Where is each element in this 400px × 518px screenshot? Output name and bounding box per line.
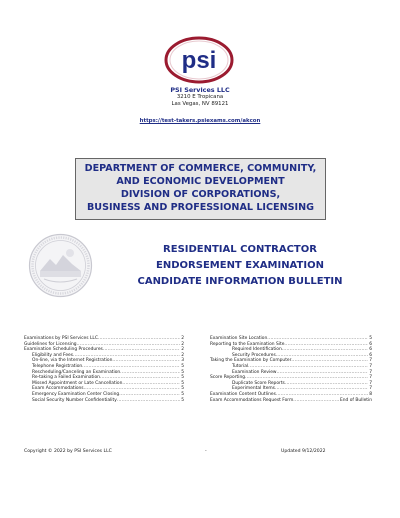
toc-entry-page: End of Bulletin — [339, 397, 372, 403]
toc-entry-page: 5 — [369, 336, 372, 341]
department-line: AND ECONOMIC DEVELOPMENT — [116, 176, 285, 187]
toc-entry-page: 7 — [369, 380, 372, 386]
table-of-contents-left — [24, 336, 184, 403]
toc-entry-title: Telephone Registration — [32, 363, 83, 369]
toc-entry-page: 6 — [369, 352, 372, 358]
toc-entry-page: 5 — [181, 386, 184, 392]
toc-entry-title: Exam Accommodations Request Form — [210, 397, 294, 403]
toc-entry-title: Emergency Examination Center Closing — [32, 391, 120, 397]
toc-entry-page: 2 — [181, 341, 184, 347]
footer-separator: - — [205, 449, 207, 454]
toc-entry-page: 8 — [369, 391, 372, 397]
psi-logo — [162, 35, 236, 85]
street-address: 3210 E Tropicana — [176, 94, 224, 100]
toc-entry-title: Examination Review — [232, 369, 277, 375]
bulletin-title-line: ENDORSEMENT EXAMINATION — [156, 260, 324, 271]
toc-entry-title: Taking the Examination by Computer — [210, 358, 292, 364]
toc-entry-page: 7 — [369, 363, 372, 369]
toc-entry-title: Examinations by PSI Services LLC — [24, 336, 98, 341]
toc-entry-page: 5 — [181, 363, 184, 369]
alaska-state-seal-icon — [28, 233, 93, 298]
bulletin-title — [120, 242, 360, 290]
toc-entry-page: 5 — [181, 391, 184, 397]
department-line: DEPARTMENT OF COMMERCE, COMMUNITY, — [84, 163, 317, 174]
toc-dot-leader — [117, 398, 180, 404]
toc-entry-page: 7 — [369, 386, 372, 392]
toc-dot-leader — [293, 398, 339, 404]
toc-entry-page: 2 — [181, 352, 184, 358]
toc-entry-title: Score Reporting — [210, 375, 246, 381]
toc-entry-page: 3 — [181, 358, 184, 364]
updated-date: Updated 9/12/2022 — [281, 449, 326, 454]
toc-entry-page: 5 — [181, 375, 184, 381]
toc-entry-title: Re-taking a Failed Examination — [32, 375, 100, 381]
toc-entry-page: 6 — [369, 341, 372, 347]
logo-text: psi — [181, 47, 217, 74]
toc-entry-page: 2 — [181, 336, 184, 341]
candidate-url-link[interactable]: https://test-takers.psiexams.com/akcon — [139, 118, 261, 125]
toc-entry-title: Social Security Number Confidentiality — [32, 397, 117, 403]
table-of-contents-right — [210, 336, 372, 403]
toc-entry[interactable] — [210, 398, 372, 404]
toc-entry-title: Missed Appointment or Late Cancellation — [32, 380, 123, 386]
toc-entry-page: 2 — [181, 347, 184, 353]
toc-entry-title: Required Identification — [232, 347, 282, 353]
copyright-notice: Copyright © 2022 by PSI Services LLC — [24, 449, 112, 454]
toc-entry-title: Security Procedures — [232, 352, 276, 358]
company-name: PSI Services LLC — [170, 86, 230, 94]
toc-entry-title: Guidelines for Licensing — [24, 341, 77, 347]
toc-entry-title: Duplicate Score Reports — [232, 380, 285, 386]
toc-entry-page: 5 — [181, 397, 184, 403]
toc-entry-page: 7 — [369, 358, 372, 364]
toc-entry-title: Eligibility and Fees — [32, 352, 74, 358]
department-line: DIVISION OF CORPORATIONS, — [120, 189, 281, 200]
toc-entry-title: Experimental Items — [232, 386, 275, 392]
toc-entry-title: On-line, via the Internet Registration — [32, 358, 113, 364]
toc-entry[interactable] — [24, 398, 184, 404]
toc-entry-page: 5 — [181, 369, 184, 375]
toc-entry-page: 6 — [369, 347, 372, 353]
toc-entry-title: Exam Accommodations — [32, 386, 84, 392]
department-line: BUSINESS AND PROFESSIONAL LICENSING — [86, 202, 315, 213]
bulletin-title-line: CANDIDATE INFORMATION BULLETIN — [137, 276, 343, 287]
department-box — [75, 158, 326, 220]
toc-entry-title: Rescheduling/Canceling an Examination — [32, 369, 121, 375]
toc-entry-title: Examination Site Location — [210, 336, 268, 341]
address-block — [0, 86, 400, 126]
toc-entry-title: Reporting to the Examination Site — [210, 341, 285, 347]
toc-entry-title: Examination Scheduling Procedures — [24, 347, 103, 353]
toc-entry-title: Examination Content Outlines — [210, 391, 276, 397]
toc-entry-page: 7 — [369, 369, 372, 375]
toc-entry-page: 5 — [181, 380, 184, 386]
bulletin-title-line: RESIDENTIAL CONTRACTOR — [163, 244, 317, 255]
toc-entry-page: 7 — [369, 375, 372, 381]
city-address: Las Vegas, NV 89121 — [171, 100, 229, 107]
toc-entry-title: Tutorial — [232, 363, 249, 369]
